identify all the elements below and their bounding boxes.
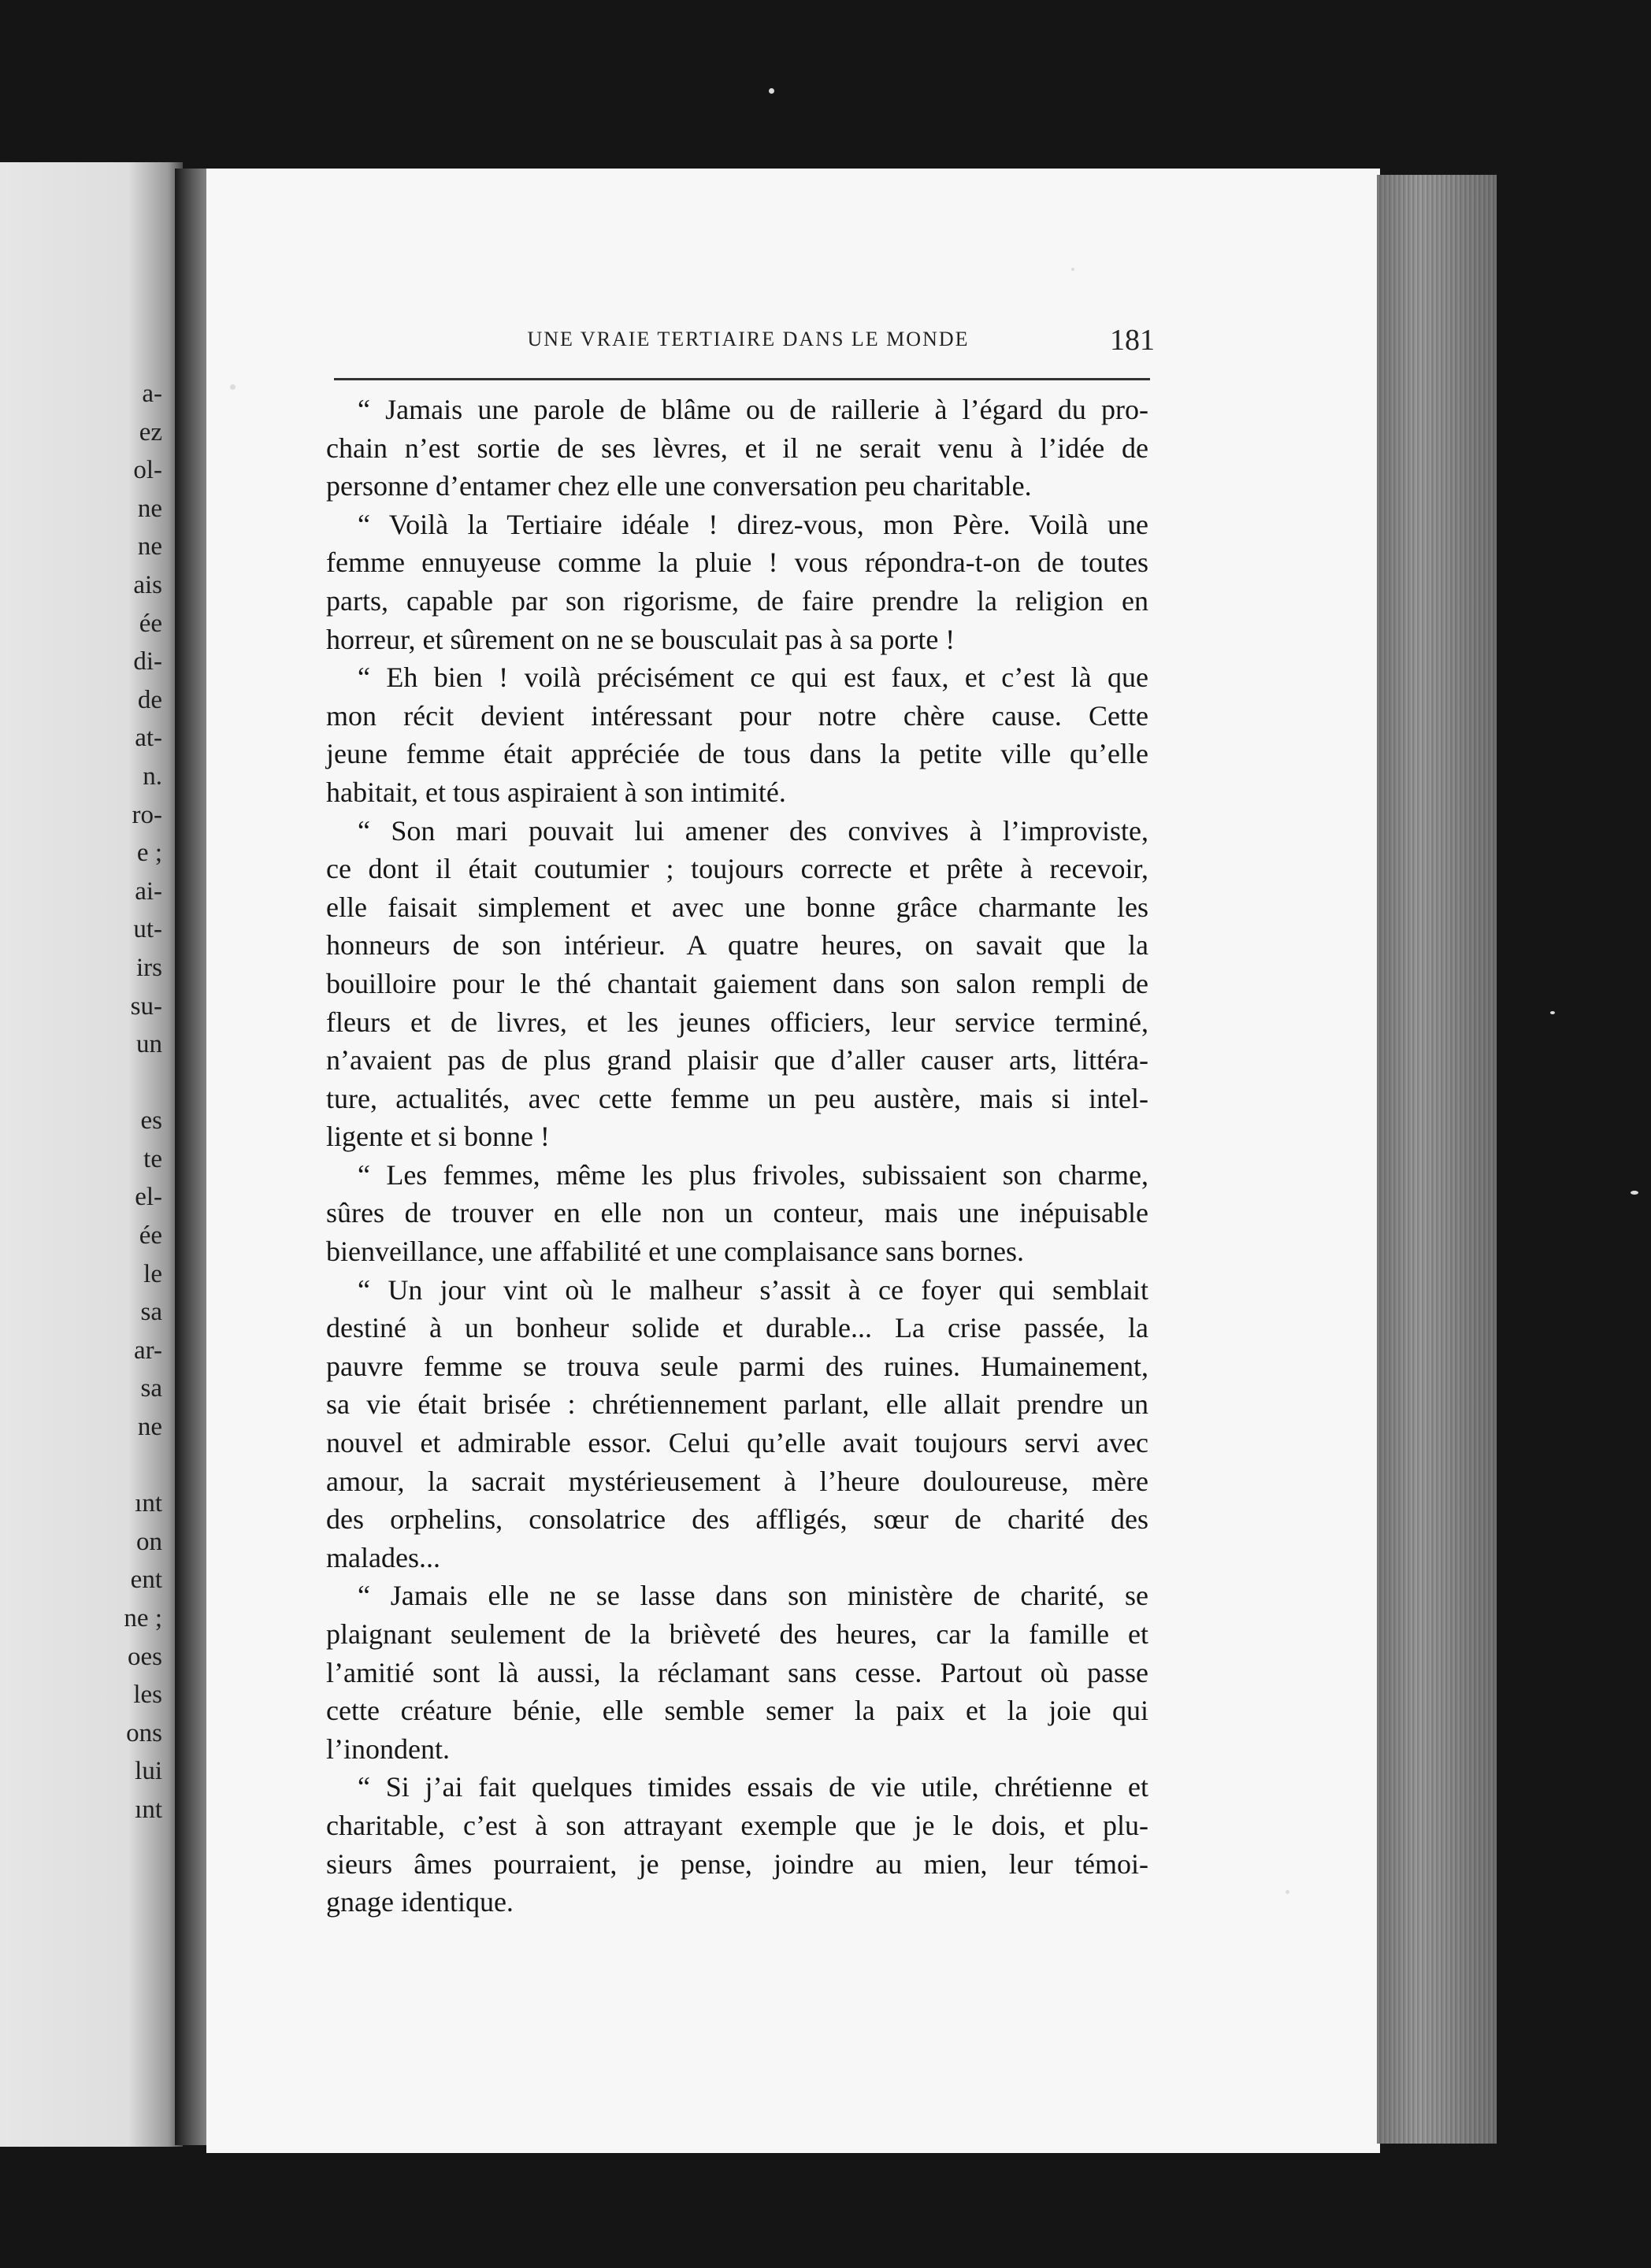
paragraph bbox=[326, 1577, 1148, 1768]
left-fragment-line: su- bbox=[130, 991, 162, 1021]
left-fragment-line: ınt bbox=[135, 1489, 162, 1518]
left-fragment-line: on bbox=[136, 1527, 162, 1556]
text-line: bouilloire pour le thé chantait gaiement dans son salon rempli de bbox=[326, 967, 1148, 999]
text-line: “ Jamais une parole de blâme ou de raillerie à l’égard du pro- bbox=[358, 394, 1148, 425]
text-line: habitait, et tous aspiraient à son intimité. bbox=[326, 776, 786, 808]
left-fragment-line: ro- bbox=[132, 800, 162, 829]
left-fragment-line: ar- bbox=[134, 1336, 162, 1365]
text-line: ce dont il était coutumier ; toujours correcte et prête à recevoir, bbox=[326, 853, 1148, 885]
text-line: “ Un jour vint où le malheur s’assit à ce foyer qui semblait bbox=[358, 1273, 1148, 1306]
paragraph bbox=[326, 658, 1148, 811]
text-line: sûres de trouver en elle non un conteur, mais une inépuisable bbox=[326, 1197, 1148, 1229]
text-line: destiné à un bonheur solide et durable... La crise passée, la bbox=[326, 1312, 1148, 1344]
text-line: sieurs âmes pourraient, je pense, joindre au mien, leur témoi- bbox=[326, 1847, 1148, 1880]
left-fragment-line: irs bbox=[136, 953, 162, 982]
header-rule bbox=[334, 378, 1150, 380]
left-fragment-line: le bbox=[143, 1259, 162, 1288]
left-fragment-line: es bbox=[140, 1106, 162, 1136]
dust-speck bbox=[769, 88, 774, 94]
left-fragment-line: ınt bbox=[135, 1795, 162, 1824]
paragraph bbox=[326, 391, 1148, 506]
paragraph bbox=[326, 506, 1148, 658]
text-line: “ Si j’ai fait quelques timides essais de vie utile, chrétienne et bbox=[358, 1771, 1148, 1803]
body-text bbox=[326, 391, 1148, 1922]
paragraph bbox=[326, 1156, 1148, 1271]
text-line: sa vie était brisée : chrétiennement parlant, elle allait prendre un bbox=[326, 1388, 1148, 1421]
text-line: ligente et si bonne ! bbox=[326, 1121, 550, 1153]
left-fragment-line: ée bbox=[139, 1221, 162, 1251]
left-fragment-line: ne bbox=[137, 532, 162, 561]
text-line: l’inondent. bbox=[326, 1732, 450, 1765]
left-page-text-fragments bbox=[68, 375, 162, 1829]
left-fragment-line: ne bbox=[137, 494, 162, 523]
running-head: UNE VRAIE TERTIAIRE DANS LE MONDE bbox=[527, 328, 970, 350]
dust-speck bbox=[1631, 1191, 1638, 1195]
text-line: des orphelins, consolatrice des affligés, sœur de charité des bbox=[326, 1503, 1148, 1536]
text-line: bienveillance, une affabilité et une complaisance sans bornes. bbox=[326, 1236, 1024, 1268]
left-fragment-line: e ; bbox=[136, 839, 162, 868]
left-fragment-line: ut- bbox=[133, 915, 162, 944]
text-line: n’avaient pas de plus grand plaisir que d’aller causer arts, littéra- bbox=[326, 1044, 1148, 1077]
left-fragment-line: ai- bbox=[135, 876, 162, 906]
page-number: 181 bbox=[1110, 324, 1155, 357]
left-fragment-line: ais bbox=[133, 570, 162, 599]
left-fragment-line: ez bbox=[139, 417, 162, 447]
left-fragment-line: de bbox=[137, 685, 162, 714]
page-stack-shade bbox=[1377, 175, 1497, 2144]
text-line: “ Les femmes, même les plus frivoles, subissaient son charme, bbox=[358, 1158, 1148, 1191]
dust-speck bbox=[230, 384, 236, 390]
dust-speck bbox=[1286, 1890, 1289, 1894]
text-line: charitable, c’est à son attrayant exemple que je le dois, et plu- bbox=[326, 1809, 1148, 1841]
left-fragment-line bbox=[68, 1064, 162, 1102]
text-line: femme ennuyeuse comme la pluie ! vous répondra-t-on de toutes bbox=[326, 547, 1148, 579]
text-line: jeune femme était appréciée de tous dans la petite ville qu’elle bbox=[326, 738, 1148, 770]
left-fragment-line: di- bbox=[133, 647, 162, 676]
left-fragment-line: ne bbox=[137, 1413, 162, 1442]
text-line: pauvre femme se trouva seule parmi des ruines. Humainement, bbox=[326, 1350, 1148, 1382]
text-line: “ Jamais elle ne se lasse dans son ministère de charité, se bbox=[358, 1580, 1148, 1612]
text-line: plaignant seulement de la brièveté des heures, car la famille et bbox=[326, 1618, 1148, 1650]
left-fragment-line: n. bbox=[143, 762, 162, 791]
text-line: “ Eh bien ! voilà précisément ce qui est faux, et c’est là que bbox=[358, 662, 1148, 694]
text-line: nouvel et admirable essor. Celui qu’elle avait toujours servi avec bbox=[326, 1427, 1148, 1459]
left-fragment-line: a- bbox=[142, 380, 162, 408]
text-line: malades... bbox=[326, 1541, 440, 1573]
text-line: gnage identique. bbox=[326, 1886, 514, 1918]
left-fragment-line: ent bbox=[130, 1566, 162, 1595]
left-fragment-line: un bbox=[136, 1030, 162, 1059]
text-line: “ Voilà la Tertiaire idéale ! direz-vous, mon Père. Voilà une bbox=[358, 508, 1148, 540]
text-line: l’amitié sont là aussi, la réclamant sans cesse. Partout où passe bbox=[326, 1656, 1148, 1688]
text-line: cette créature bénie, elle semble semer la paix et la joie qui bbox=[326, 1695, 1148, 1727]
dust-speck bbox=[1071, 268, 1074, 271]
left-fragment-line: at- bbox=[135, 724, 162, 753]
text-line: personne d’entamer chez elle une conversation peu charitable. bbox=[326, 470, 1032, 502]
paragraph bbox=[326, 1271, 1148, 1577]
left-fragment-line: sa bbox=[140, 1298, 162, 1327]
text-line: ture, actualités, avec cette femme un peu austère, mais si intel- bbox=[326, 1082, 1148, 1114]
text-line: honneurs de son intérieur. A quatre heures, on savait que la bbox=[326, 929, 1148, 962]
left-fragment-line: ne ; bbox=[124, 1604, 162, 1632]
left-fragment-line: te bbox=[143, 1144, 162, 1173]
left-fragment-line: el- bbox=[135, 1183, 162, 1212]
text-line: fleurs et de livres, et les jeunes officiers, leur service terminé, bbox=[326, 1006, 1148, 1038]
paragraph bbox=[326, 812, 1148, 1156]
left-fragment-line: sa bbox=[140, 1374, 162, 1403]
left-fragment-line: ée bbox=[139, 609, 162, 638]
left-fragment-line: lui bbox=[135, 1757, 162, 1786]
text-line: horreur, et sûrement on ne se bousculait pas à sa porte ! bbox=[326, 623, 955, 655]
paragraph bbox=[326, 1768, 1148, 1921]
left-fragment-line: les bbox=[133, 1681, 162, 1710]
left-fragment-line: ons bbox=[126, 1718, 162, 1747]
text-line: amour, la sacrait mystérieusement à l’heure douloureuse, mère bbox=[326, 1465, 1148, 1497]
left-fragment-line: oes bbox=[128, 1642, 162, 1671]
text-line: chain n’est sortie de ses lèvres, et il ne serait venu à l’idée de bbox=[326, 432, 1148, 464]
left-fragment-line bbox=[68, 1447, 162, 1485]
text-line: mon récit devient intéressant pour notre chère cause. Cette bbox=[326, 699, 1148, 732]
text-line: “ Son mari pouvait lui amener des convives à l’improviste, bbox=[358, 814, 1148, 847]
dust-speck bbox=[1550, 1011, 1555, 1014]
text-line: parts, capable par son rigorisme, de faire prendre la religion en bbox=[326, 584, 1148, 617]
left-fragment-line: ol- bbox=[133, 456, 162, 485]
text-line: elle faisait simplement et avec une bonne grâce charmante les bbox=[326, 891, 1148, 923]
left-page bbox=[0, 162, 183, 2147]
